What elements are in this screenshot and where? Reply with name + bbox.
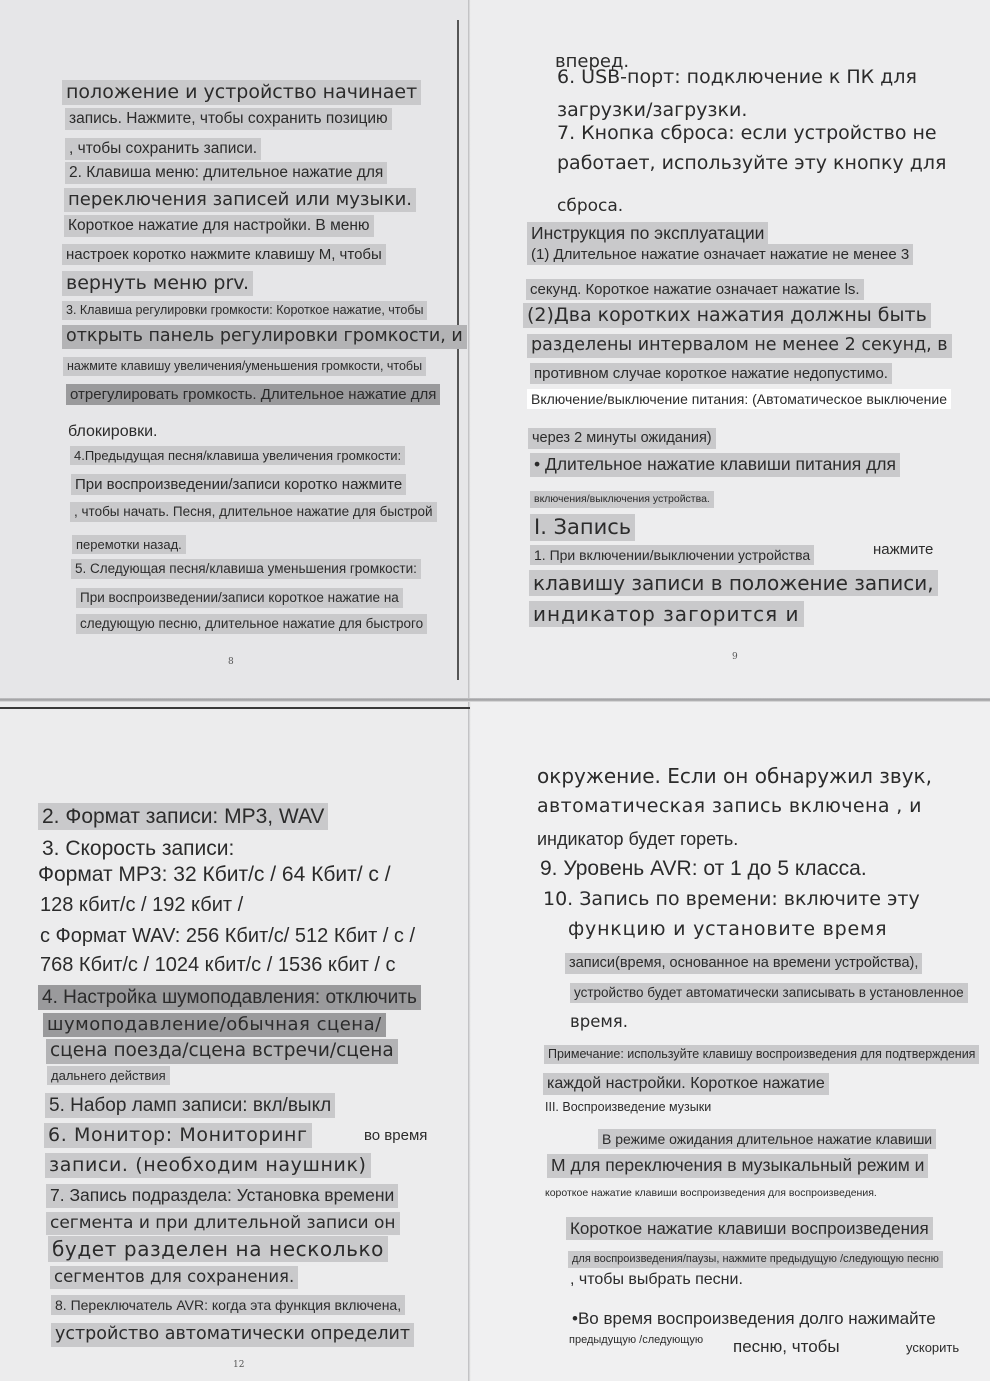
section-heading: I. Запись [530,514,635,541]
text-line: 4.Предыдущая песня/клавиша увеличения громкости: [70,446,405,465]
text-line: 768 Кбит/с / 1024 кбит/с / 1536 кбит / с [40,954,396,976]
text-line: автоматическая запись включена , и [537,795,922,817]
text-line: 8. Переключатель AVR: когда эта функция включена, [51,1295,405,1315]
text-line: открыть панель регулировки громкости, и [62,325,467,349]
text-line: 2. Клавиша меню: длительное нажатие для [65,162,387,184]
text-line: с Формат WAV: 256 Кбит/с/ 512 Кбит / с / [40,925,416,947]
text-line: функцию и установите время [568,918,888,940]
text-line: 7. Кнопка сброса: если устройство не [557,122,937,144]
text-line: 4. Настройка шумоподавления: отключить [38,985,421,1010]
text-line: сцена поезда/сцена встречи/сцена [46,1039,398,1064]
text-line: , чтобы начать. Песня, длительное нажатие для быстрой [70,502,437,522]
text-line: нажмите клавишу увеличения/уменьшения громкости, чтобы [63,357,426,376]
text-line: 10. Запись по времени: включите эту [543,888,920,910]
text-line: предыдущую /следующую [569,1334,704,1346]
text-line: короткое нажатие клавиши воспроизведения для воспроизведения. [545,1187,877,1199]
text-line: положение и устройство начинает [62,80,421,105]
text-line: 6. Монитор: Мониторинг [44,1123,312,1148]
section-heading: Инструкция по эксплуатации [527,222,768,246]
text-line: вернуть меню prv. [62,271,253,296]
text-line: запись. Нажмите, чтобы сохранить позицию [65,108,392,130]
page-number: 8 [228,657,234,667]
text-line: для воспроизведения/паузы, нажмите предыдущую /следующую песню [568,1251,943,1268]
text-line: сегментов для сохранения. [50,1266,298,1289]
text-line: устройство будет автоматически записывать в установленное [570,983,968,1003]
text-line: настроек коротко нажмите клавишу М, чтобы [62,244,386,265]
text-line: Короткое нажатие клавиши воспроизведения [566,1217,933,1240]
text-line: 1. При включении/выключении устройства [530,545,814,565]
text-line: 3. Клавиша регулировки громкости: Короткое нажатие, чтобы [62,301,427,320]
text-line: работает, используйте эту кнопку для [557,152,947,174]
text-line: перемотки назад. [72,535,186,554]
text-line: 5. Следующая песня/клавиша уменьшения громкости: [71,559,421,579]
text-line: будет разделен на несколько [48,1236,388,1262]
text-line: индикатор будет гореть. [537,829,739,849]
page-number: 9 [732,652,738,662]
text-line: через 2 минуты ожидания) [528,428,716,449]
text-line: записи. (необходим наушник) [45,1153,371,1178]
text-line: записи(время, основанное на времени устройства), [565,953,922,974]
text-line: во время [364,1127,428,1144]
text-line: , чтобы выбрать песни. [570,1271,743,1288]
text-line: , чтобы сохранить записи. [65,138,261,160]
text-line: сегмента и при длительной записи он [46,1212,400,1235]
column-divider [457,20,459,680]
text-line: отрегулировать громкость. Длительное нажатие для [66,384,440,405]
text-line: 128 кбит/с / 192 кбит / [40,894,244,916]
text-line: шумоподавление/обычная сцена/ [43,1013,386,1037]
text-line: 7. Запись подраздела: Установка времени [46,1184,398,1208]
text-line: Формат MP3: 32 Кбит/с / 64 Кбит/ с / [38,863,391,886]
text-line: (2)Два коротких нажатия должны быть [523,303,931,328]
text-line: (1) Длительное нажатие означает нажатие не менее 3 [527,244,913,265]
text-line: • Длительное нажатие клавиши питания для [530,453,900,477]
vertical-fold [468,0,471,1381]
text-line: загрузки/загрузки. [557,99,748,121]
text-line: 5. Набор ламп записи: вкл/выкл [45,1093,335,1118]
text-line: ускорить [906,1340,960,1355]
text-line: 9. Уровень AVR: от 1 до 5 класса. [540,857,867,880]
text-line: М для переключения в музыкальный режим и [547,1154,928,1178]
text-line: песню, чтобы [733,1337,840,1356]
text-line: переключения записей или музыки. [64,188,416,212]
text-line: каждой настройки. Короткое нажатие [543,1073,829,1095]
text-line: клавишу записи в положение записи, [529,570,938,596]
text-line: следующую песню, длительное нажатие для быстрого [76,614,427,634]
text-line: 6. USB-порт: подключение к ПК для [557,66,917,88]
text-line: вперед. [555,51,630,72]
text-line: При воспроизведении/записи коротко нажмите [71,474,406,495]
text-line: противном случае короткое нажатие недопустимо. [530,363,892,384]
section-heading: III. Воспроизведение музыки [545,1100,712,1114]
text-line: При воспроизведении/записи короткое нажатие на [76,588,403,608]
text-line: секунд. Короткое нажатие означает нажатие ls. [526,279,864,300]
text-line: разделены интервалом не менее 2 секунд, в [527,334,952,358]
text-line: нажмите [873,541,934,558]
page-number: 12 [233,1360,245,1370]
text-line: Примечание: используйте клавишу воспроизведения для подтверждения [544,1045,979,1064]
text-line: время. [570,1012,628,1031]
text-line: устройство автоматически определит [51,1323,414,1347]
text-line: включения/выключения устройства. [530,491,714,508]
text-line: Включение/выключение питания: (Автоматическое выключение [527,389,951,409]
text-line: 2. Формат записи: MP3, WAV [38,803,328,830]
text-line: дальнего действия [47,1066,170,1085]
text-line: В режиме ожидания длительное нажатие клавиши [598,1129,936,1149]
text-line: индикатор загорится и [529,601,804,627]
text-line: блокировки. [68,423,158,440]
divider-line [0,707,470,709]
text-line: окружение. Если он обнаружил звук, [537,764,932,788]
text-line: сброса. [557,196,624,216]
horizontal-fold [0,698,990,702]
text-line: 3. Скорость записи: [42,837,235,860]
text-line: Короткое нажатие для настройки. В меню [64,215,374,237]
text-line: •Во время воспроизведения долго нажимайте [572,1309,936,1328]
